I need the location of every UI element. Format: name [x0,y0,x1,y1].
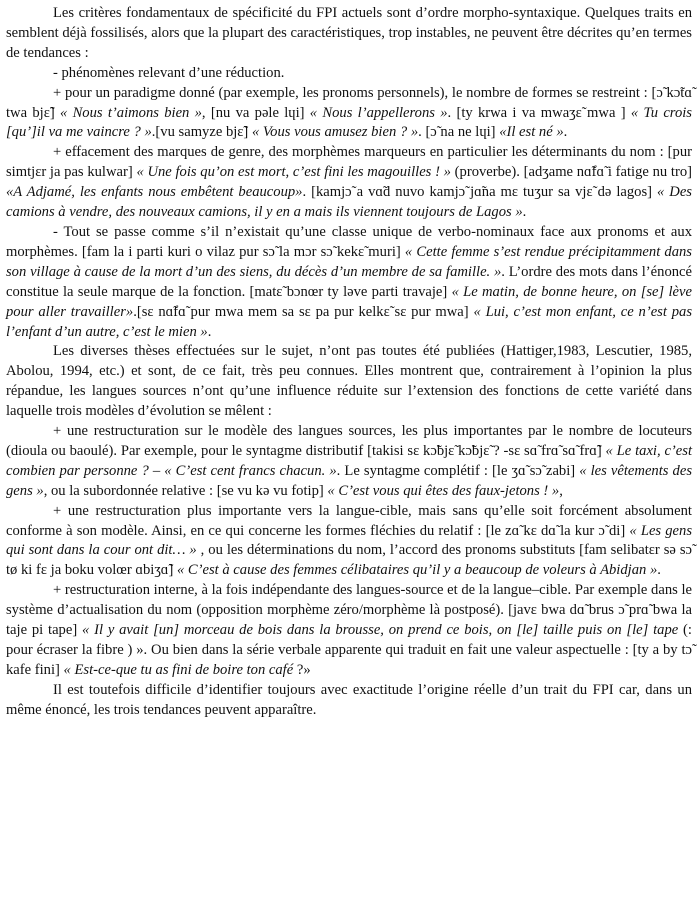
text-run: . [ty krwa i va mwaʒɛ̃ mwa ] [447,104,631,121]
paragraph-verbo-nominal-class [6,223,692,342]
example-translation: « Le taxi, c’est combien par personne ? – « C’est cent francs chacun. » [6,442,693,479]
text-run: Les critères fondamentaux de spécificité du FPI actuels sont d’ordre morpho-syntaxique. Quelques traits en semblent déjà fossilisés, alors que la plupart des caractéristiques, trop instables, ne peuvent être décrites qu’en termes de tendances : [6,5,692,61]
example-translation: « Une fois qu’on est mort, c’est fini les magouilles ! » [136,164,451,181]
text-run: .[sɛ nɑ̃fɑ̃ pur mwa mem sa sɛ pa pur kelkɛ̃ sɛ pur mwa] [133,303,474,320]
example-translation: « Vous vous amusez bien ? » [251,124,419,141]
example-translation: «Il est né » [499,124,564,141]
example-translation: « Est-ce-que tu as fini de boire ton café [63,661,294,678]
text-run: + pour un paradigme donné (par exemple, les pronoms personnels), le nombre de formes se restreint : [ɔ̃ kɔ̃tɑ̃ twa bjɛ̃] [6,84,692,121]
example-translation: «A Adjamé, les enfants nous embêtent beaucoup» [6,184,303,201]
text-run: + effacement des marques de genre, des morphèmes marqueurs en particulier les déterminants du nom : [pur simtjɛr ja pas kulwar] [6,144,692,181]
text-run: .[vu samyze bjɛ̃] [151,124,252,141]
text-run: , ou les déterminations du nom, l’accord des pronoms substituts [fam selibatɛr sə sɔ̃ tø ki fɛ ja boku volœr ɑbiʒɑ̃] [6,542,692,579]
text-run: . [522,204,527,221]
text-run: , [nu va pəle lɥi] [201,104,310,121]
paragraph-target-language-model [6,502,692,582]
example-translation: « Des camions à vendre, des nouveaux camions, il y en a mais ils viennent toujours de Lagos » [6,184,692,221]
paragraph-intro [6,4,692,64]
example-translation: « Il y avait [un] morceau de bois dans la brousse, on prend ce bois, on [le] taille puis on [le] tape [82,622,679,639]
example-translation: « Les gens qui sont dans la cour ont dit… » [6,522,692,559]
text-run: . Le syntagme complétif : [le ʒɑ̃ sɔ̃ zabi] [336,462,580,479]
example-translation: « C’est à cause des femmes célibataires qu’il y a beaucoup de voleurs à Abidjan » [176,562,658,579]
text-run: + une restructuration sur le modèle des langues sources, les plus importantes par le nombre de locuteurs (dioula ou baoulé). Par exemple, pour le syntagme distributif [takisi sɛ kɔ̃bjɛ̃ kɔ̃bjɛ̃ ? -sɛ sɑ̃ frɑ̃ sɑ̃ frɑ̃] [6,423,692,459]
text-run: ?» [293,661,311,678]
example-translation: « Lui, c’est mon enfant, ce n’est pas l’enfant d’un autre, c’est le mien » [6,303,692,340]
example-translation: « Nous t’aimons bien » [59,104,202,121]
text-run: - Tout se passe comme s’il n’existait qu’une classe unique de verbo-nominaux face aux pronoms et aux morphèmes. [fam la i parti kuri o vilaz pur sɔ̃ la mɔr sɔ̃ kekɛ̃ muri] [6,223,692,260]
text-run: , [559,482,563,499]
text-run: + une restructuration plus importante vers la langue-cible, mais sans qu’elle soit forcément absolument conforme à son modèle. Ainsi, en ce qui concerne les formes fléchies du relatif : [le zɑ̃ kɛ dɑ̃ la kur ɔ̃ di] [6,502,692,539]
text-run: (: pour écraser la fibre ) ». Ou bien dans la série verbale apparente qui traduit en fait une valeur aspectuelle : [ty a by tɔ̃ kafe fini] [6,622,692,678]
example-translation: « Tu crois [qu’]il va me vaincre ? » [6,104,692,141]
example-translation: « Le matin, de bonne heure, on [se] lève pour aller travailler» [6,283,692,320]
text-run: - phénomènes relevant d’une réduction. [53,64,285,81]
paragraph-gender-marks [6,143,692,223]
example-translation: « les vêtements des gens » [6,462,692,499]
text-run: + restructuration interne, à la fois indépendante des langues-source et de la langue–cible. Par exemple dans le système d’actualisation du nom (opposition morphème zéro/morphème là postposé). [javɛ bwa dɑ̃ brus ɔ̃ prɑ̃ bwa la taje pi tape] [6,582,692,639]
text-run: . [207,323,212,340]
text-run: . [563,124,568,141]
paragraph-pronoun-paradigm [6,84,692,144]
text-run: . [kamjɔ̃ a vɑ̃d nuvo kamjɔ̃ jɑ̃na mɛ tuʒur sa vjɛ̃ də lagos] [302,184,657,201]
text-run: . [657,562,661,579]
text-run: , ou la subordonnée relative : [se vu kə vu fotip] [43,482,328,499]
paragraph-conclusion [6,681,692,721]
example-translation: « C’est vous qui êtes des faux-jetons ! » [327,482,560,499]
text-run: . L’ordre des mots dans l’énoncé constitue la seule marque de la fonction. [matɛ̃ bɔnœr ty ləve parti travaje] [6,263,692,300]
text-run: (proverbe). [adʒame nɑ̃fɑ̃ i fatige nu tro] [450,164,692,181]
example-translation: « Cette femme s’est rendue précipitamment dans son village à cause de la mort d’un des siens, du décès d’un membre de sa famille. » [6,243,692,280]
text-run: . [ɔ̃ na ne lɥi] [418,124,500,141]
paragraph-theses [6,342,692,422]
paragraph-reduction-heading [6,64,692,84]
paragraph-internal-restructuring [6,581,692,681]
paragraph-source-language-model [6,422,692,502]
text-run: Il est toutefois difficile d’identifier toujours avec exactitude l’origine réelle d’un trait du FPI car, dans un même énoncé, les trois tendances peuvent apparaître. [6,681,692,718]
example-translation: « Nous l’appellerons » [309,104,448,121]
text-run: Les diverses thèses effectuées sur le sujet, n’ont pas toutes été publiées (Hattiger,1983, Lescutier, 1985, Abolou, 1994, etc.) et sont, de ce fait, très peu connues. Elles montrent que, contrairement à l’opinion la plus répandue, les langues sources n’ont qu’une influence réduite sur l’extension des fonctions de cette variété dans laquelle trois modèles d’évolution se mêlent : [6,343,692,420]
